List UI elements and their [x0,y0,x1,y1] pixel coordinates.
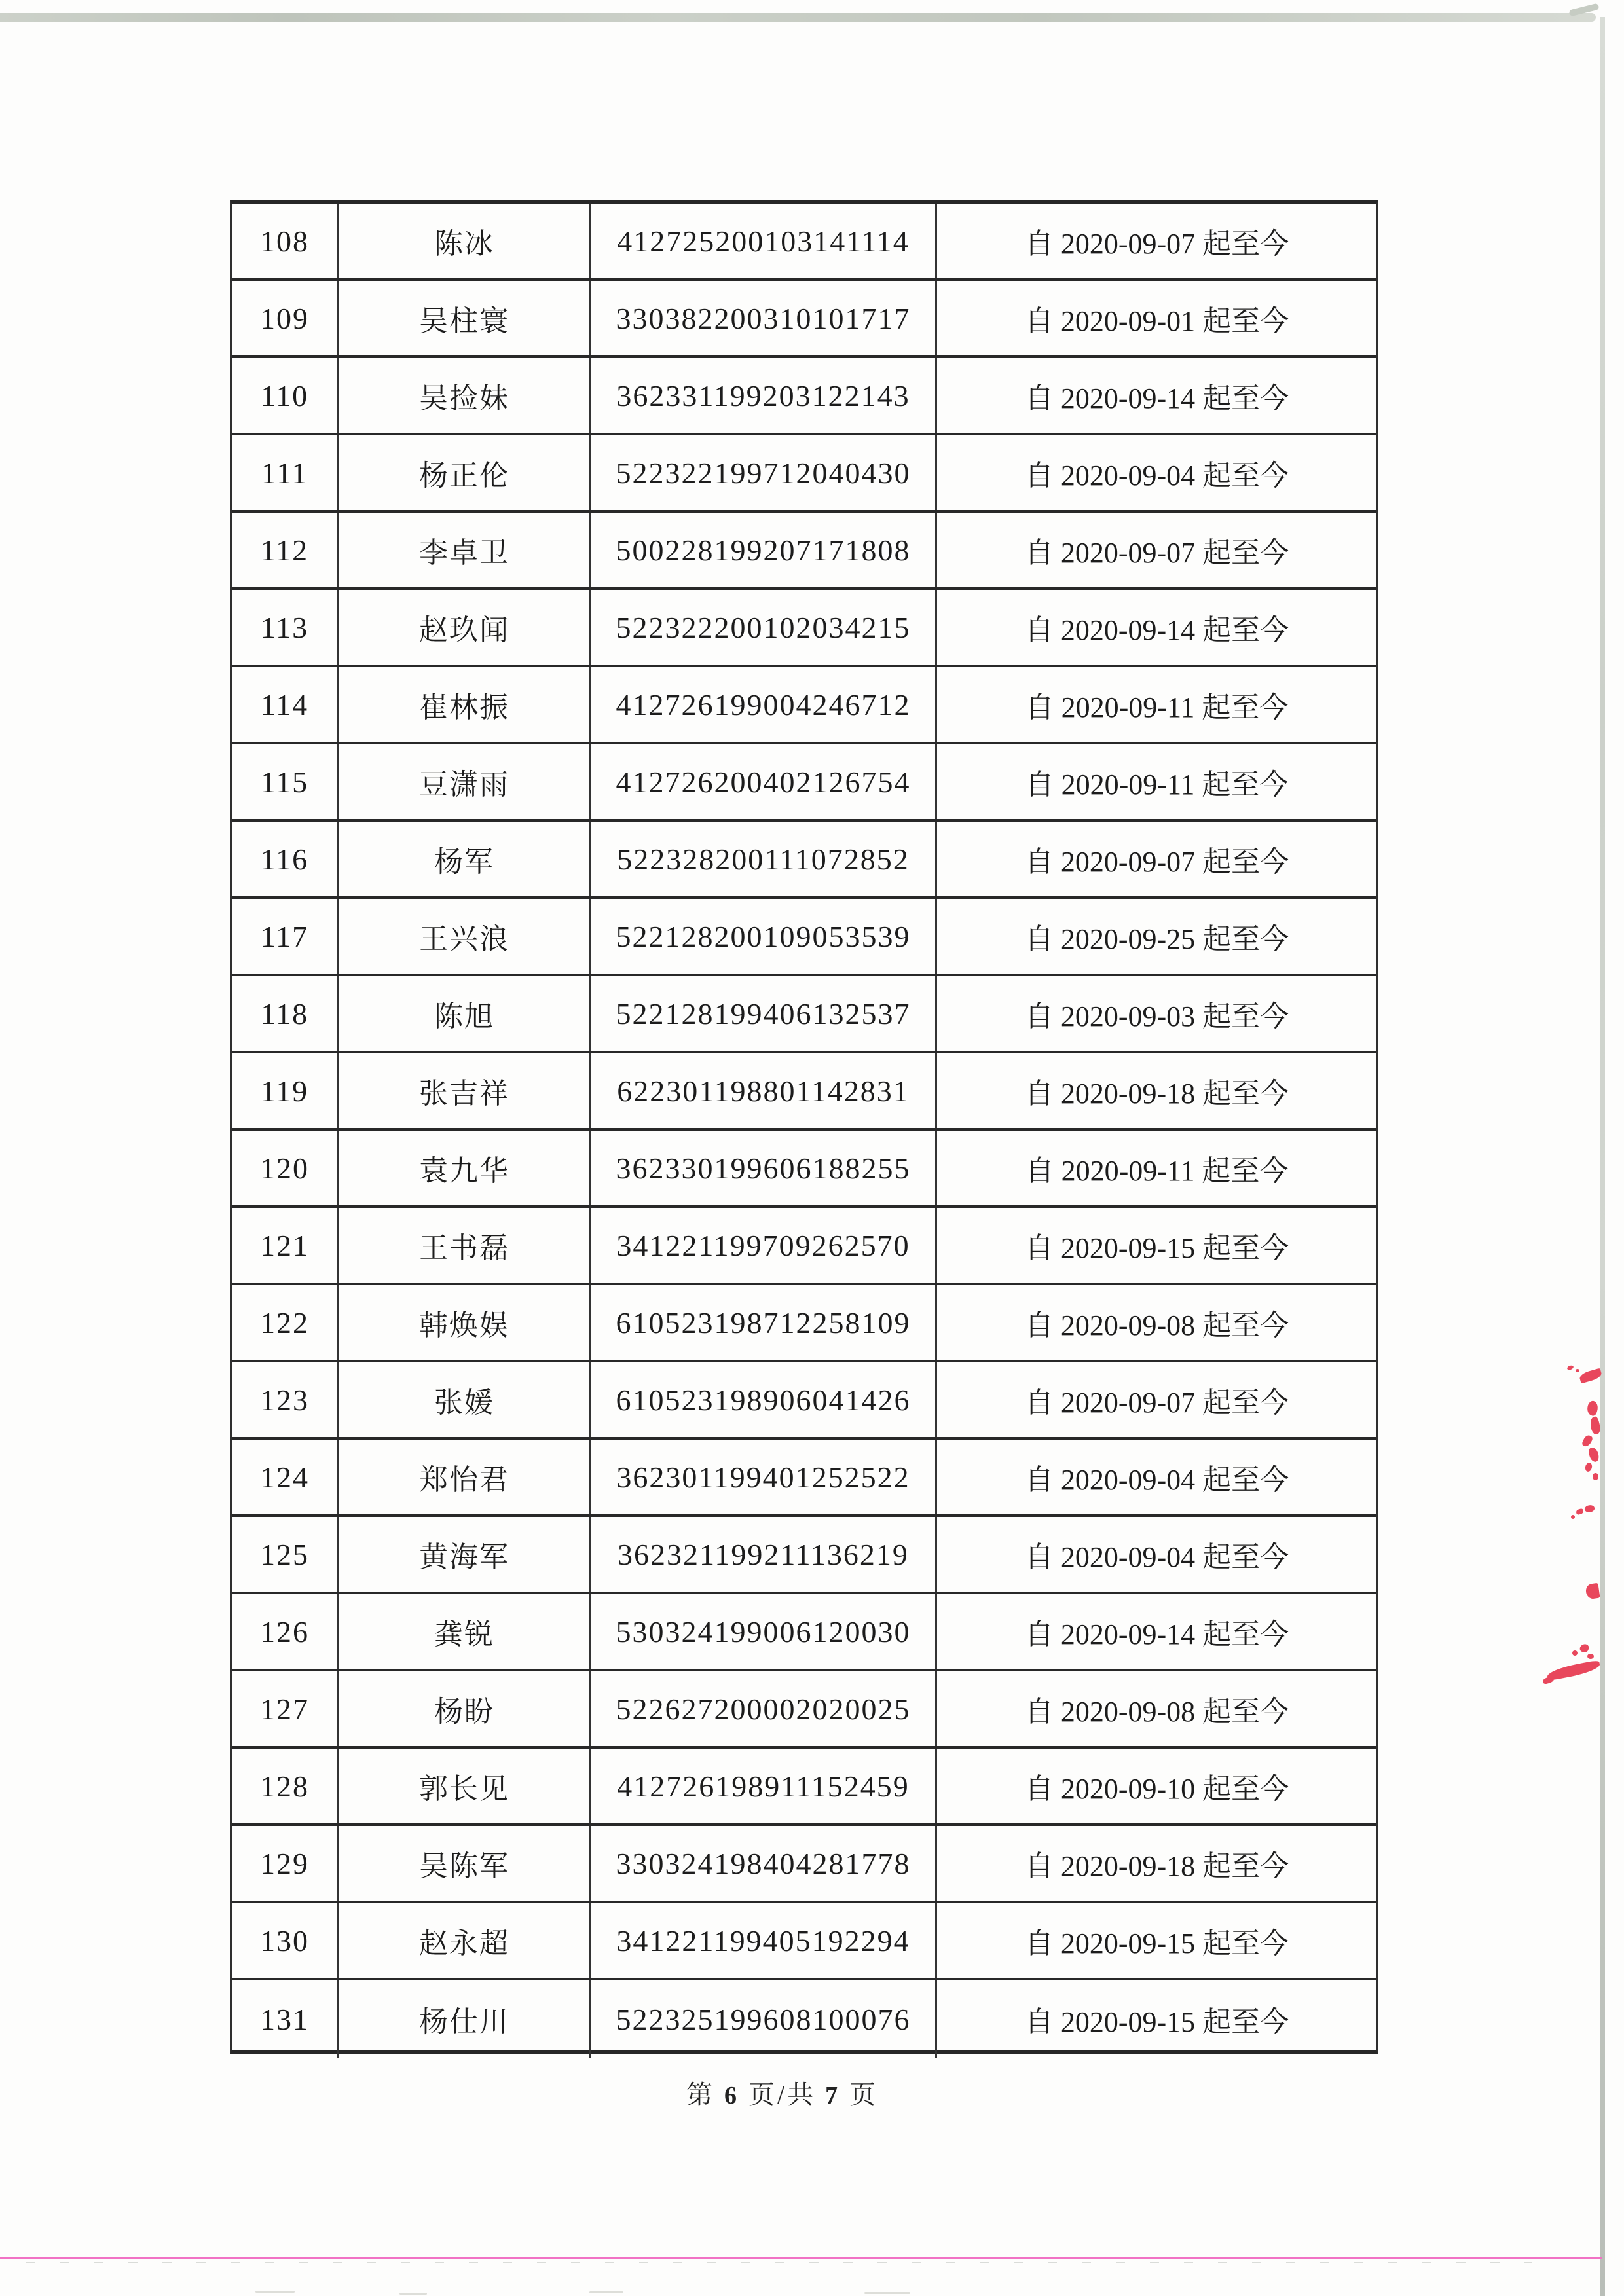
period-cell: 自 2020-09-07 起至今 [1024,846,1289,878]
period-cell: 自 2020-09-10 起至今 [1024,1773,1289,1805]
name-cell: 吴陈军 [339,1826,591,1901]
period-cell: 自 2020-09-03 起至今 [1024,1000,1289,1032]
id-number-cell: 362330199606188255 [591,1131,937,1205]
row-number-cell: 111 [232,435,339,510]
row-number-cell: 127 [232,1671,339,1746]
period-cell: 自 2020-09-14 起至今 [1024,614,1289,646]
table-row [232,667,1376,744]
scan-bottom-speck [864,2292,910,2294]
period-cell: 自 2020-09-18 起至今 [1024,1078,1289,1110]
table-row [232,1594,1376,1671]
table-row [232,204,1376,281]
table-row [232,1826,1376,1903]
id-number-cell: 412726200402126754 [591,744,937,819]
name-cell: 杨军 [339,822,591,896]
name-cell: 陈冰 [339,204,591,278]
red-seal-fragment [1546,1660,1601,1681]
name-cell: 张媛 [339,1362,591,1437]
id-number-cell: 330324198404281778 [591,1826,937,1901]
row-number-cell: 108 [232,204,339,278]
period-cell: 自 2020-09-07 起至今 [1024,1387,1289,1419]
table-row [232,513,1376,590]
id-number-cell: 341221199405192294 [591,1903,937,1978]
name-cell: 杨正伦 [339,435,591,510]
footer-page-number: 6 [724,2082,739,2109]
period-cell: 自 2020-09-07 起至今 [1024,228,1289,260]
row-number-cell: 110 [232,358,339,433]
row-number-cell: 118 [232,976,339,1051]
name-cell: 王兴浪 [339,899,591,974]
red-seal-fragment [1587,1654,1594,1659]
period-cell: 自 2020-09-01 起至今 [1024,305,1289,337]
id-number-cell: 530324199006120030 [591,1594,937,1669]
name-cell: 豆潇雨 [339,744,591,819]
name-cell: 张吉祥 [339,1053,591,1128]
period-cell: 自 2020-09-11 起至今 [1025,691,1289,723]
table-row [232,1980,1376,2058]
row-number-cell: 130 [232,1903,339,1978]
row-number-cell: 120 [232,1131,339,1205]
row-number-cell: 116 [232,822,339,896]
red-seal-fragment [1542,1676,1555,1685]
period-cell: 自 2020-09-15 起至今 [1024,1232,1289,1264]
row-number-cell: 123 [232,1362,339,1437]
scan-top-shadow-band [0,13,1596,22]
row-number-cell: 109 [232,281,339,355]
period-cell: 自 2020-09-14 起至今 [1024,1618,1289,1650]
table-row [232,1053,1376,1131]
table-row [232,281,1376,358]
name-cell: 杨盼 [339,1671,591,1746]
row-number-cell: 124 [232,1440,339,1514]
table-row [232,1285,1376,1362]
id-number-cell: 412725200103141114 [591,204,937,278]
period-cell: 自 2020-09-07 起至今 [1024,537,1289,569]
row-number-cell: 125 [232,1517,339,1592]
scan-bottom-speck [255,2291,295,2293]
red-seal-fragment [1579,1368,1603,1384]
name-cell: 陈旭 [339,976,591,1051]
row-number-cell: 115 [232,744,339,819]
row-number-cell: 122 [232,1285,339,1360]
name-cell: 王书磊 [339,1208,591,1283]
name-cell: 崔林振 [339,667,591,742]
table-row [232,744,1376,822]
id-number-cell: 522328200111072852 [591,822,937,896]
period-cell: 自 2020-09-08 起至今 [1024,1309,1289,1341]
roster-table [230,200,1378,2054]
period-cell: 自 2020-09-14 起至今 [1024,382,1289,414]
red-seal-fragment [1585,1583,1600,1600]
period-cell: 自 2020-09-04 起至今 [1024,1541,1289,1573]
id-number-cell: 500228199207171808 [591,513,937,587]
scan-pink-line [0,2257,1602,2259]
table-row [232,899,1376,976]
name-cell: 龚锐 [339,1594,591,1669]
red-seal-fragment [1579,1643,1590,1654]
red-seal-fragment [1576,1508,1583,1515]
name-cell: 李卓卫 [339,513,591,587]
footer-text: 页 [849,2080,879,2109]
period-cell: 自 2020-09-11 起至今 [1025,1155,1289,1187]
id-number-cell: 610523198906041426 [591,1362,937,1437]
id-number-cell: 362301199401252522 [591,1440,937,1514]
scan-bottom-speck [589,2291,623,2293]
name-cell: 赵玖闻 [339,590,591,665]
red-seal-fragment [1566,1364,1574,1370]
id-number-cell: 412726199004246712 [591,667,937,742]
period-cell: 自 2020-09-25 起至今 [1024,923,1289,955]
id-number-cell: 522322199712040430 [591,435,937,510]
table-row [232,1362,1376,1440]
page-footer [686,2074,878,2111]
id-number-cell: 362331199203122143 [591,358,937,433]
row-number-cell: 114 [232,667,339,742]
name-cell: 郭长见 [339,1749,591,1823]
id-number-cell: 522128200109053539 [591,899,937,974]
row-number-cell: 128 [232,1749,339,1823]
id-number-cell: 362321199211136219 [591,1517,937,1592]
name-cell: 吴捡妹 [339,358,591,433]
row-number-cell: 112 [232,513,339,587]
scan-speck-trail [26,2262,1532,2263]
table-row [232,822,1376,899]
id-number-cell: 341221199709262570 [591,1208,937,1283]
id-number-cell: 522128199406132537 [591,976,937,1051]
red-seal-fragment [1581,1434,1594,1448]
name-cell: 吴柱寰 [339,281,591,355]
red-seal-fragment [1572,1650,1578,1656]
table-row [232,590,1376,667]
row-number-cell: 129 [232,1826,339,1901]
red-seal-fragment [1584,1462,1593,1472]
period-cell: 自 2020-09-04 起至今 [1024,1464,1289,1496]
period-cell: 自 2020-09-11 起至今 [1025,769,1289,801]
name-cell: 赵永超 [339,1903,591,1978]
name-cell: 郑怡君 [339,1440,591,1514]
red-seal-fragment [1593,1473,1598,1480]
red-seal-fragment [1589,1447,1600,1463]
table-row [232,1749,1376,1826]
red-seal-fragment [1571,1515,1575,1519]
row-number-cell: 131 [232,1980,339,2058]
table-row [232,358,1376,435]
table-row [232,976,1376,1053]
period-cell: 自 2020-09-15 起至今 [1024,1927,1289,1959]
table-row [232,1131,1376,1208]
row-number-cell: 121 [232,1208,339,1283]
id-number-cell: 522322200102034215 [591,590,937,665]
table-row [232,1671,1376,1749]
period-cell: 自 2020-09-08 起至今 [1024,1696,1289,1728]
scan-right-edge-line [1600,17,1605,2296]
period-cell: 自 2020-09-15 起至今 [1024,2006,1289,2038]
name-cell: 袁九华 [339,1131,591,1205]
red-seal-fragment [1576,1369,1579,1372]
id-number-cell: 610523198712258109 [591,1285,937,1360]
scan-bottom-speck [399,2293,427,2295]
name-cell: 黄海军 [339,1517,591,1592]
id-number-cell: 522627200002020025 [591,1671,937,1746]
table-row [232,435,1376,513]
row-number-cell: 119 [232,1053,339,1128]
row-number-cell: 126 [232,1594,339,1669]
period-cell: 自 2020-09-18 起至今 [1024,1850,1289,1882]
id-number-cell: 522325199608100076 [591,1980,937,2058]
table-row [232,1517,1376,1594]
table-row [232,1440,1376,1517]
footer-text: 第 [686,2080,715,2109]
footer-total-pages: 7 [825,2082,841,2109]
id-number-cell: 330382200310101717 [591,281,937,355]
table-row [232,1208,1376,1285]
red-seal-fragment [1585,1400,1600,1417]
row-number-cell: 113 [232,590,339,665]
name-cell: 韩焕娱 [339,1285,591,1360]
row-number-cell: 117 [232,899,339,974]
red-seal-fragment [1583,1504,1595,1514]
footer-text: 页/共 [748,2080,817,2109]
table-row [232,1903,1376,1980]
name-cell: 杨仕川 [339,1980,591,2058]
id-number-cell: 412726198911152459 [591,1749,937,1823]
period-cell: 自 2020-09-04 起至今 [1024,460,1289,492]
id-number-cell: 622301198801142831 [591,1053,937,1128]
